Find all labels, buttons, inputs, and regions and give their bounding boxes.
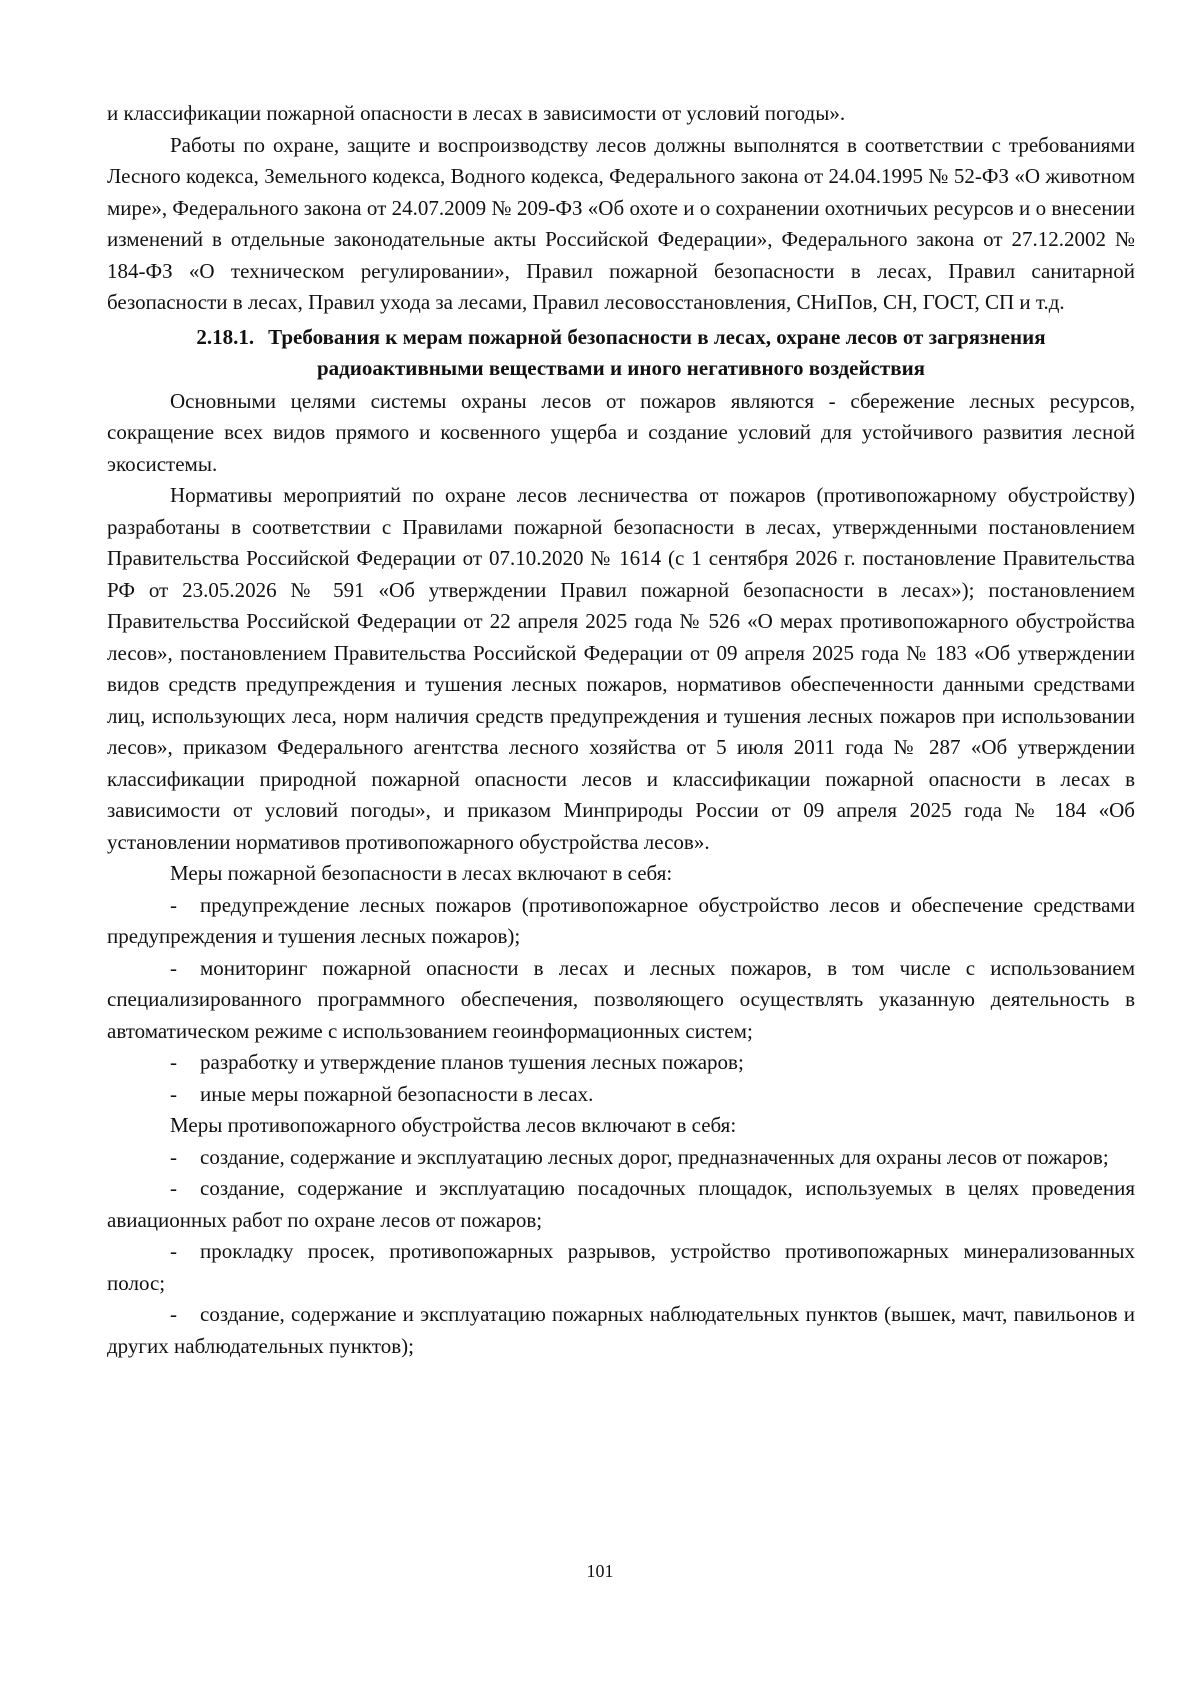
list-item-text: иные меры пожарной безопасности в лесах. bbox=[200, 1081, 594, 1106]
page-number: 101 bbox=[586, 1561, 614, 1581]
list-item-text: предупреждение лесных пожаров (противопожарное обустройство лесов и обеспечение средствами предупреждения и тушения лесных пожаров); bbox=[107, 892, 1135, 948]
list-item bbox=[107, 1173, 1135, 1236]
paragraph: и классификации пожарной опасности в лесах в зависимости от условий погоды». bbox=[107, 101, 846, 125]
list-item bbox=[107, 953, 1135, 1048]
list-dash: - bbox=[170, 1144, 177, 1169]
list-item bbox=[107, 1142, 1135, 1174]
list-dash: - bbox=[170, 955, 177, 980]
section-title: Требования к мерам пожарной безопасности в лесах, охране лесов от загрязнения радиоактивными веществами и иного негативного воздействия bbox=[268, 324, 1046, 380]
paragraph: Основными целями системы охраны лесов от пожаров являются - сбережение лесных ресурсов, сокращение всех видов прямого и косвенного ущерба и создание условий для устойчивого развития лесной экосистемы. bbox=[107, 388, 1135, 476]
list-item-text: создание, содержание и эксплуатацию посадочных площадок, используемых в целях проведения авиационных работ по охране лесов от пожаров; bbox=[107, 1176, 1135, 1232]
section-number: 2.18.1. bbox=[196, 324, 255, 349]
list-item-text: создание, содержание и эксплуатацию лесных дорог, предназначенных для охраны лесов от пожаров; bbox=[200, 1144, 1109, 1169]
list-item-text: мониторинг пожарной опасности в лесах и лесных пожаров, в том числе с использованием специализированного программного обеспечения, позволяющего осуществлять указанную деятельность в автоматическом режиме с использованием геоинформационных систем; bbox=[107, 955, 1135, 1043]
paragraph: Меры противопожарного обустройства лесов включают в себя: bbox=[170, 1113, 737, 1137]
list-item bbox=[107, 1236, 1135, 1299]
paragraph: Меры пожарной безопасности в лесах включают в себя: bbox=[170, 861, 673, 885]
fire-prevention-arrangement-list bbox=[107, 1142, 1135, 1363]
list-item bbox=[107, 1299, 1135, 1362]
list-item bbox=[107, 1047, 1135, 1079]
list-item-text: разработку и утверждение планов тушения лесных пожаров; bbox=[200, 1050, 744, 1074]
list-dash: - bbox=[170, 1302, 177, 1326]
list-dash: - bbox=[170, 1050, 177, 1074]
section-heading bbox=[107, 322, 1135, 384]
list-item bbox=[107, 890, 1135, 953]
list-item-text: создание, содержание и эксплуатацию пожарных наблюдательных пунктов (вышек, мачт, павильонов и других наблюдательных пунктов); bbox=[107, 1302, 1135, 1358]
paragraph: Нормативы мероприятий по охране лесов лесничества от пожаров (противопожарному обустройству) разработаны в соответствии с Правилами пожарной безопасности в лесах, утвержденными постановлением Правительства Российской Федерации от 07.10.2020 № 1614 (с 1 сентября 2026 г. постановление Правительства РФ от 23.05.2026 № 591 «Об утверждении Правил пожарной безопасности в лесах»); постановлением Правительства Российской Федерации от 22 апреля 2025 года № 526 «О мерах противопожарного обустройства лесов», постановлением Правительства Российской Федерации от 09 апреля 2025 года № 183 «Об утверждении видов средств предупреждения и тушения лесных пожаров, нормативов обеспеченности данными средствами лиц, использующих леса, норм наличия средств предупреждения и тушения лесных пожаров при использовании лесов», приказом Федерального агентства лесного хозяйства от 5 июля 2011 года № 287 «Об утверждении классификации природной пожарной опасности лесов и классификации пожарной опасности в лесах в зависимости от условий погоды», и приказом Минприроды России от 09 апреля 2025 года № 184 «Об установлении нормативов противопожарного обустройства лесов». bbox=[107, 483, 1135, 854]
list-dash: - bbox=[170, 1239, 177, 1263]
document-page bbox=[107, 98, 1135, 1362]
fire-safety-measures-list bbox=[107, 890, 1135, 1111]
list-item bbox=[107, 1079, 1135, 1111]
list-item-text: прокладку просек, противопожарных разрывов, устройство противопожарных минерализованных полос; bbox=[107, 1239, 1135, 1295]
list-dash: - bbox=[170, 892, 177, 917]
list-dash: - bbox=[170, 1081, 177, 1106]
list-dash: - bbox=[170, 1176, 177, 1200]
paragraph: Работы по охране, защите и воспроизводству лесов должны выполнятся в соответствии с требованиями Лесного кодекса, Земельного кодекса, Водного кодекса, Федерального закона от 24.04.1995 № 52-ФЗ «О животном мире», Федерального закона от 24.07.2009 № 209-ФЗ «Об охоте и о сохранении охотничьих ресурсов и о внесении изменений в отдельные законодательные акты Российской Федерации», Федерального закона от 27.12.2002 № 184-ФЗ «О техническом регулировании», Правил пожарной безопасности в лесах, Правил санитарной безопасности в лесах, Правил ухода за лесами, Правил лесовосстановления, СНиПов, СН, ГОСТ, СП и т.д. bbox=[107, 132, 1135, 314]
